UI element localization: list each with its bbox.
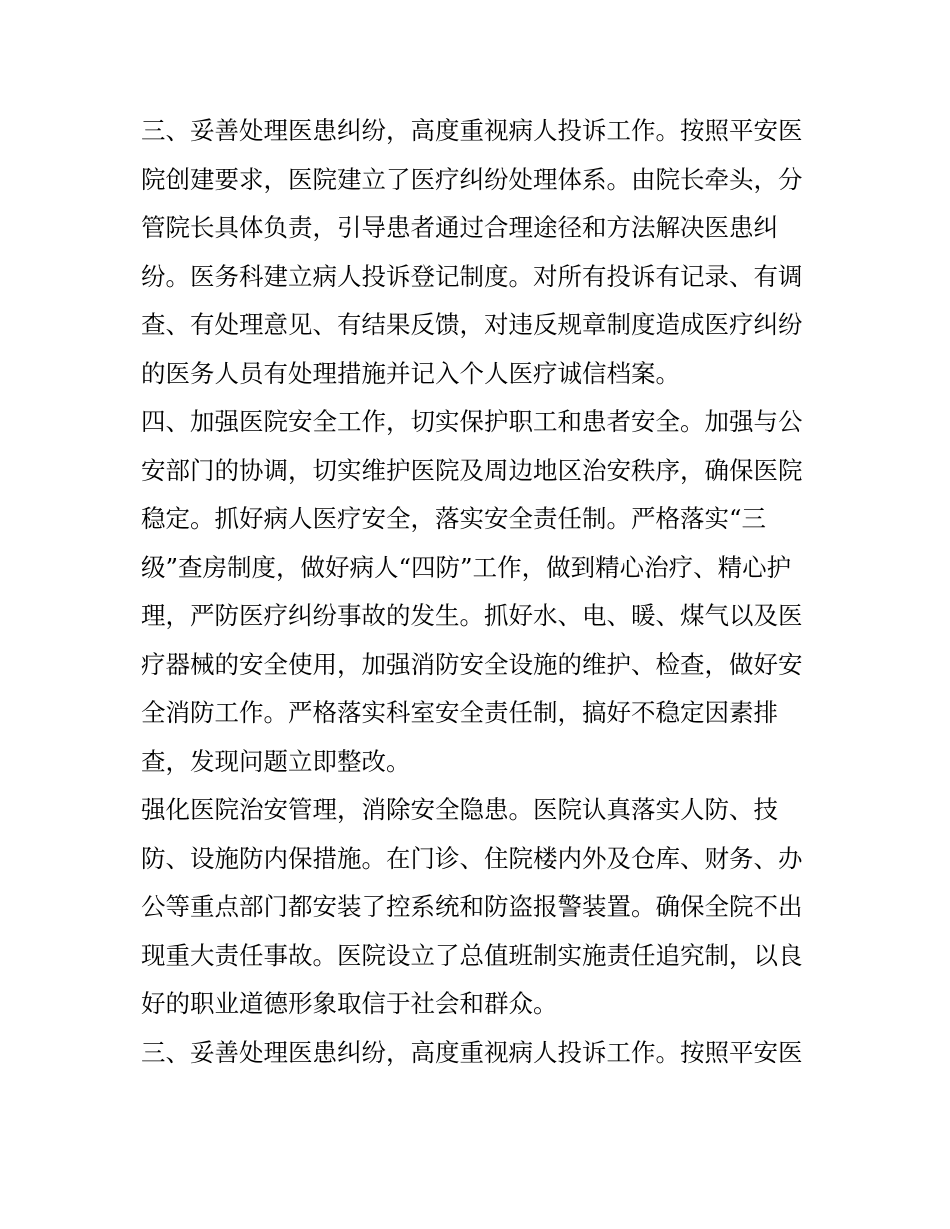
text-line: 强化医院治安管理，消除安全隐患。医院认真落实人防、技	[141, 795, 778, 824]
text-line: 查、有处理意见、有结果反馈，对违反规章制度造成医疗纠纷	[141, 310, 803, 339]
text-line: 院创建要求，医院建立了医疗纠纷处理体系。由院长牵头，分	[141, 164, 803, 194]
text-line: 纷。医务科建立病人投诉登记制度。对所有投诉有记录、有调	[141, 261, 803, 291]
text-line: 安部门的协调，切实维护医院及周边地区治安秩序，确保医院	[141, 455, 803, 485]
text-line: 全消防工作。严格落实科室安全责任制，搞好不稳定因素排	[141, 698, 778, 727]
text-line: 的医务人员有处理措施并记入个人医疗诚信档案。	[141, 358, 680, 388]
text-line: 四、加强医院安全工作，切实保护职工和患者安全。加强与公	[141, 407, 803, 436]
text-line: 三、妥善处理医患纠纷，高度重视病人投诉工作。按照平安医	[141, 116, 803, 145]
text-line: 疗器械的安全使用，加强消防安全设施的维护、检查，做好安	[141, 649, 803, 679]
text-line: 现重大责任事故。医院设立了总值班制实施责任追究制，以良	[141, 940, 803, 970]
text-line: 公等重点部门都安装了控系统和防盗报警装置。确保全院不出	[141, 892, 803, 921]
text-line: 理，严防医疗纠纷事故的发生。抓好水、电、暖、煤气以及医	[141, 601, 803, 630]
body-text	[141, 107, 821, 1077]
text-line: 稳定。抓好病人医疗安全，落实安全责任制。严格落实“三	[141, 504, 767, 533]
text-line: 级”查房制度，做好病人“四防”工作，做到精心治疗、精心护	[141, 552, 792, 582]
text-line: 查，发现问题立即整改。	[141, 746, 411, 776]
text-line: 管院长具体负责，引导患者通过合理途径和方法解决医患纠	[141, 213, 778, 242]
text-line: 好的职业道德形象取信于社会和群众。	[141, 989, 558, 1018]
text-line: 三、妥善处理医患纠纷，高度重视病人投诉工作。按照平安医	[141, 1037, 803, 1067]
text-line: 防、设施防内保措施。在门诊、住院楼内外及仓库、财务、办	[141, 843, 803, 873]
